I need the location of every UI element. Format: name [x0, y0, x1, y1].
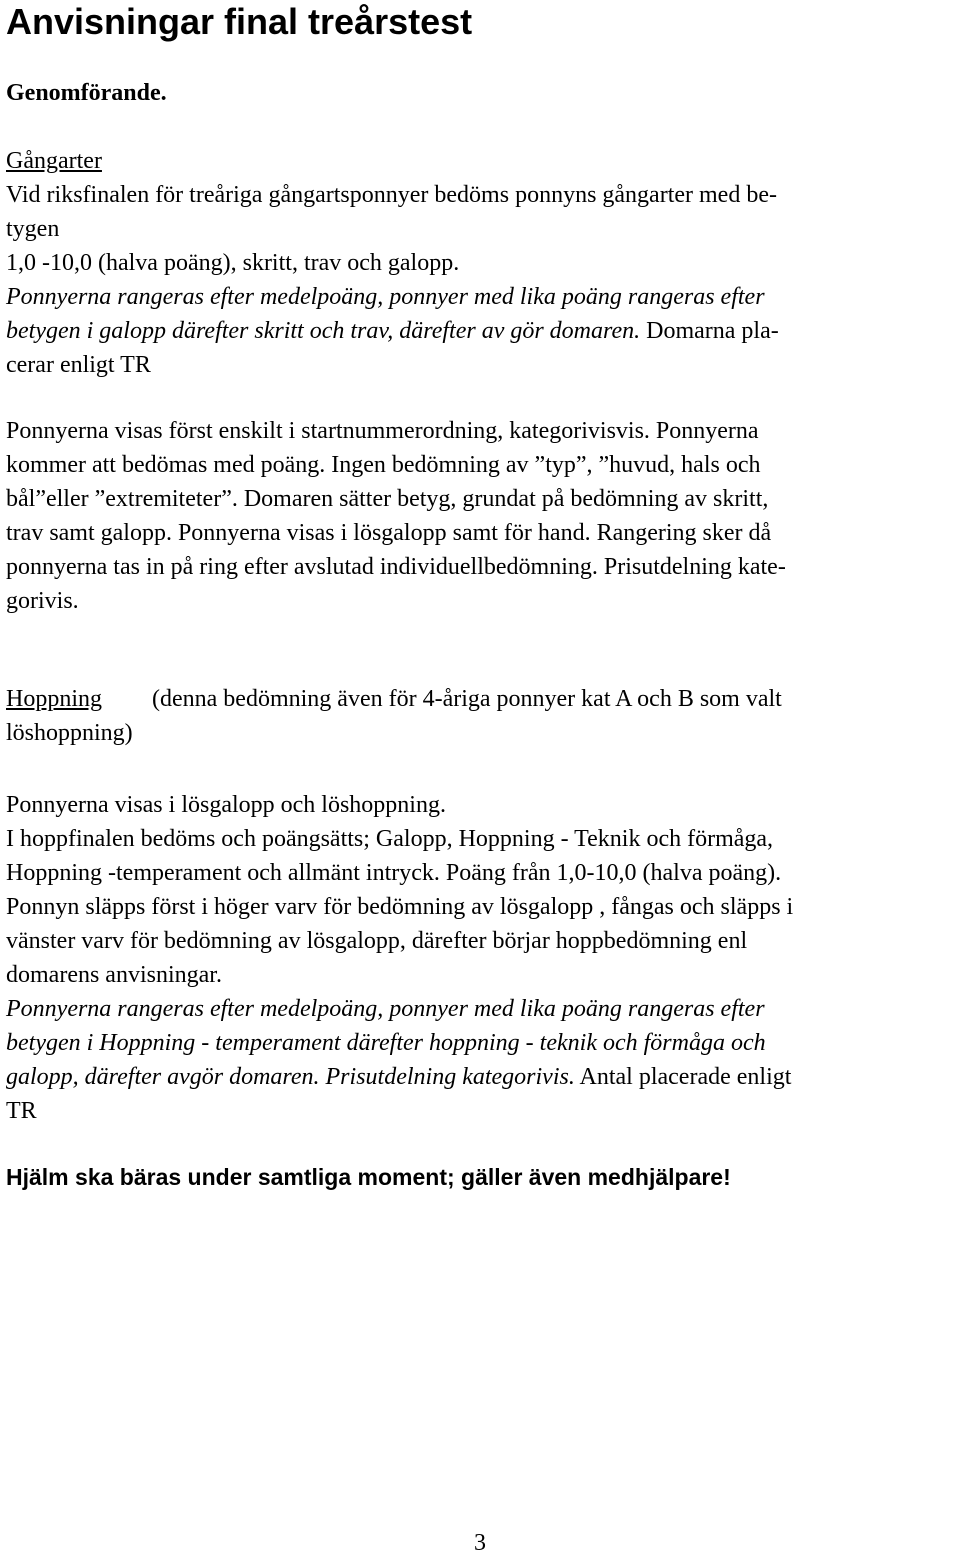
hoppning-ranking-line: betygen i Hoppning - temperament därefter hoppning - teknik och förmåga och — [6, 1030, 766, 1056]
document-title: Anvisningar final treårstest — [6, 1, 473, 42]
gangarter-para-line: ponnyerna tas in på ring efter avslutad individuellbedömning. Prisutdelning kate- — [6, 554, 786, 580]
page-number: 3 — [474, 1530, 486, 1556]
helmet-note: Hjälm ska bäras under samtliga moment; gäller även medhjälpare! — [6, 1164, 731, 1190]
hoppning-para-line: domarens anvisningar. — [6, 962, 222, 988]
hoppning-heading-line — [6, 682, 956, 716]
section-gangarter — [6, 144, 956, 382]
helmet-note-block — [6, 1160, 956, 1194]
hoppning-heading-note-line: löshoppning) — [6, 720, 133, 746]
section-genomforande — [6, 76, 956, 110]
gangarter-ranking-line: Ponnyerna rangeras efter medelpoäng, ponnyer med lika poäng rangeras efter — [6, 284, 765, 310]
hoppning-heading: Hoppning — [6, 686, 102, 712]
gangarter-intro-line: Vid riksfinalen för treåriga gångartsponnyer bedöms ponnyns gångarter med be- — [6, 182, 777, 208]
gangarter-para-line: bål”eller ”extremiteter”. Domaren sätter betyg, grundat på bedömning av skritt, — [6, 486, 769, 512]
gangarter-para-line: gorivis. — [6, 588, 79, 614]
hoppning-ranking-italic: galopp, därefter avgör domaren. Prisutdelning kategorivis. — [6, 1064, 575, 1090]
gangarter-para-line: Ponnyerna visas först enskilt i startnummerordning, kategorivisvis. Ponnyerna — [6, 418, 759, 444]
hoppning-para-line: vänster varv för bedömning av lösgalopp, därefter börjar hoppbedömning enl — [6, 928, 748, 954]
section-hoppning — [6, 682, 956, 750]
genomforande-heading: Genomförande. — [6, 80, 167, 106]
gangarter-para-line: trav samt galopp. Ponnyerna visas i lösgalopp samt för hand. Rangering sker då — [6, 520, 772, 546]
gangarter-ranking-line — [6, 314, 956, 348]
hoppning-ranking-tail: Antal placerade enligt — [574, 1064, 792, 1090]
hoppning-ranking-line — [6, 1060, 956, 1094]
hoppning-para-line: Ponnyn släpps först i höger varv för bedömning av lösgalopp , fångas och släpps i — [6, 894, 794, 920]
gangarter-intro-line: tygen — [6, 216, 60, 242]
gangarter-intro-line: 1,0 -10,0 (halva poäng), skritt, trav och galopp. — [6, 250, 460, 276]
gangarter-ranking-italic: betygen i galopp därefter skritt och trav, därefter av gör domaren. — [6, 318, 641, 344]
hoppning-ranking-line: Ponnyerna rangeras efter medelpoäng, ponnyer med lika poäng rangeras efter — [6, 996, 765, 1022]
gangarter-heading: Gångarter — [6, 148, 102, 174]
hoppning-para-line: Ponnyerna visas i lösgalopp och löshoppning. — [6, 792, 446, 818]
hoppning-paragraph — [6, 788, 956, 1128]
hoppning-ranking-line: TR — [6, 1098, 37, 1124]
hoppning-heading-note: (denna bedömning även för 4-åriga ponnyer kat A och B som valt — [152, 686, 782, 712]
gangarter-ranking-line: cerar enligt TR — [6, 352, 151, 378]
gangarter-ranking-tail: Domarna pla- — [640, 318, 779, 344]
hoppning-para-line: Hoppning -temperament och allmänt intryck. Poäng från 1,0-10,0 (halva poäng). — [6, 860, 782, 886]
hoppning-para-line: I hoppfinalen bedöms och poängsätts; Galopp, Hoppning - Teknik och förmåga, — [6, 826, 774, 852]
gangarter-para-line: kommer att bedömas med poäng. Ingen bedömning av ”typ”, ”huvud, hals och — [6, 452, 761, 478]
gangarter-paragraph-2 — [6, 414, 956, 618]
